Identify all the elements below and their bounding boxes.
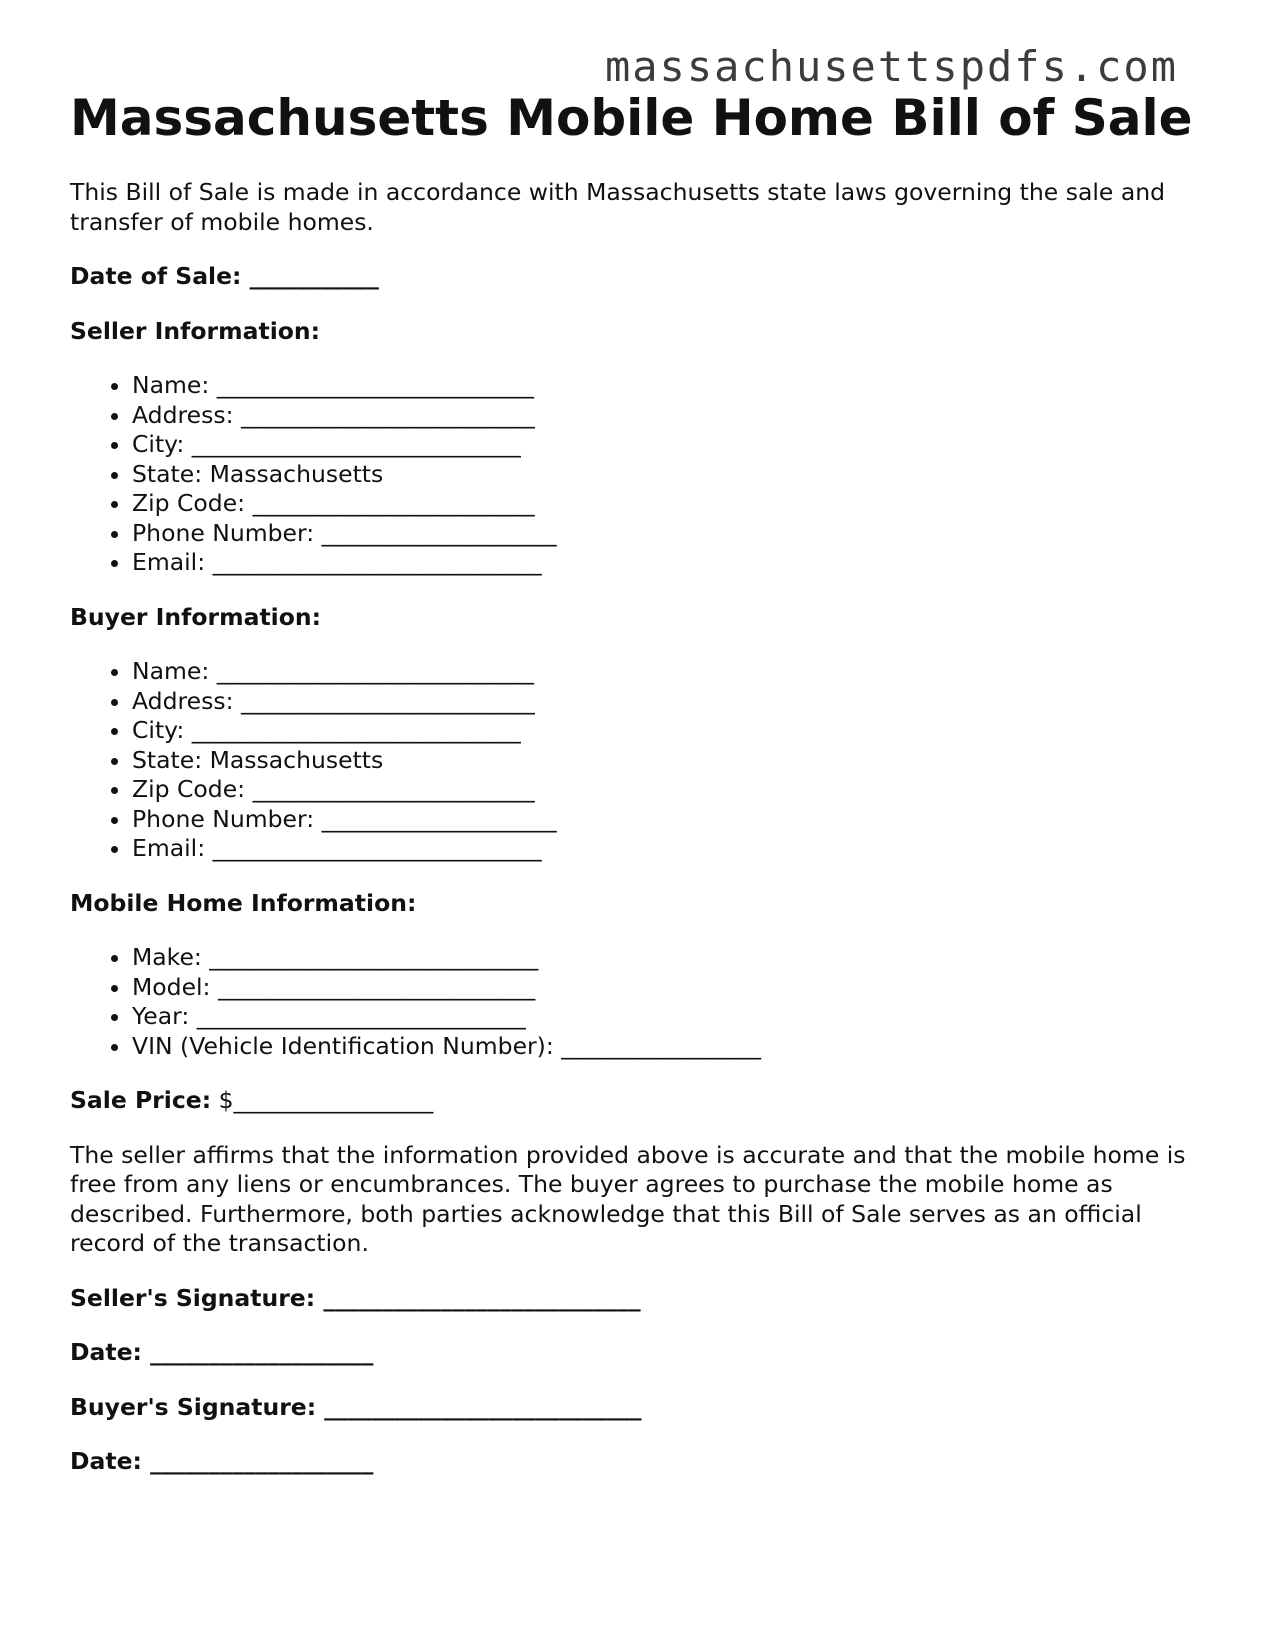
seller-city-field: • City: ____________________________ <box>132 430 1210 460</box>
buyer-city-field: • City: ____________________________ <box>132 716 1210 746</box>
site-watermark: massachusettspdfs.com <box>604 42 1178 91</box>
seller-name-field: • Name: ___________________________ <box>132 371 1210 401</box>
mobile-home-heading: Mobile Home Information: <box>70 888 417 917</box>
seller-signature-line: Seller's Signature: ___________________________ <box>70 1283 641 1312</box>
seller-phone-field: • Phone Number: ____________________ <box>132 519 1210 549</box>
seller-heading: Seller Information: <box>70 316 321 345</box>
buyer-signature-line: Buyer's Signature: ___________________________ <box>70 1392 642 1421</box>
buyer-date-line: Date: ___________________ <box>70 1447 374 1475</box>
seller-address-field: • Address: _________________________ <box>132 401 1210 431</box>
buyer-heading: Buyer Information: <box>70 602 322 631</box>
seller-state-field: • State: Massachusetts <box>132 460 1210 490</box>
mobile-home-year-field: • Year: ____________________________ <box>132 1002 1210 1032</box>
buyer-info-list <box>70 657 1210 864</box>
buyer-email-field: • Email: ____________________________ <box>132 834 1210 864</box>
document-title: Massachusetts Mobile Home Bill of Sale <box>70 89 1193 147</box>
date-of-sale-line <box>70 262 1210 292</box>
sale-price-line <box>70 1086 1210 1116</box>
buyer-name-field: • Name: ___________________________ <box>132 657 1210 687</box>
seller-info-list <box>70 371 1210 578</box>
affirmation-paragraph: The seller affirms that the information provided above is accurate and that the mobile home is free from any liens or encumbrances. The buyer agrees to purchase the mobile home as described. Furthermore, both parties acknowledge that this Bill of Sale serves as an official record of the transaction. <box>70 1140 1186 1257</box>
buyer-state-field: • State: Massachusetts <box>132 746 1210 776</box>
sale-price-label: Sale Price: <box>70 1086 212 1114</box>
seller-date-line: Date: ___________________ <box>70 1338 374 1366</box>
intro-paragraph: This Bill of Sale is made in accordance with Massachusetts state laws governing the sale and transfer of mobile homes. <box>70 178 1166 236</box>
mobile-home-make-field: • Make: ____________________________ <box>132 943 1210 973</box>
seller-zip-field: • Zip Code: ________________________ <box>132 489 1210 519</box>
mobile-home-vin-field: • VIN (Vehicle Identification Number): _________________ <box>132 1032 1210 1062</box>
document-body <box>70 178 1210 1502</box>
date-of-sale-blank: ___________ <box>241 262 379 290</box>
mobile-home-info-list <box>70 943 1210 1061</box>
seller-email-field: • Email: ____________________________ <box>132 548 1210 578</box>
sale-price-blank: $_________________ <box>211 1086 434 1114</box>
buyer-zip-field: • Zip Code: ________________________ <box>132 775 1210 805</box>
mobile-home-model-field: • Model: ___________________________ <box>132 973 1210 1003</box>
date-of-sale-label: Date of Sale: <box>70 262 242 290</box>
buyer-address-field: • Address: _________________________ <box>132 687 1210 717</box>
buyer-phone-field: • Phone Number: ____________________ <box>132 805 1210 835</box>
